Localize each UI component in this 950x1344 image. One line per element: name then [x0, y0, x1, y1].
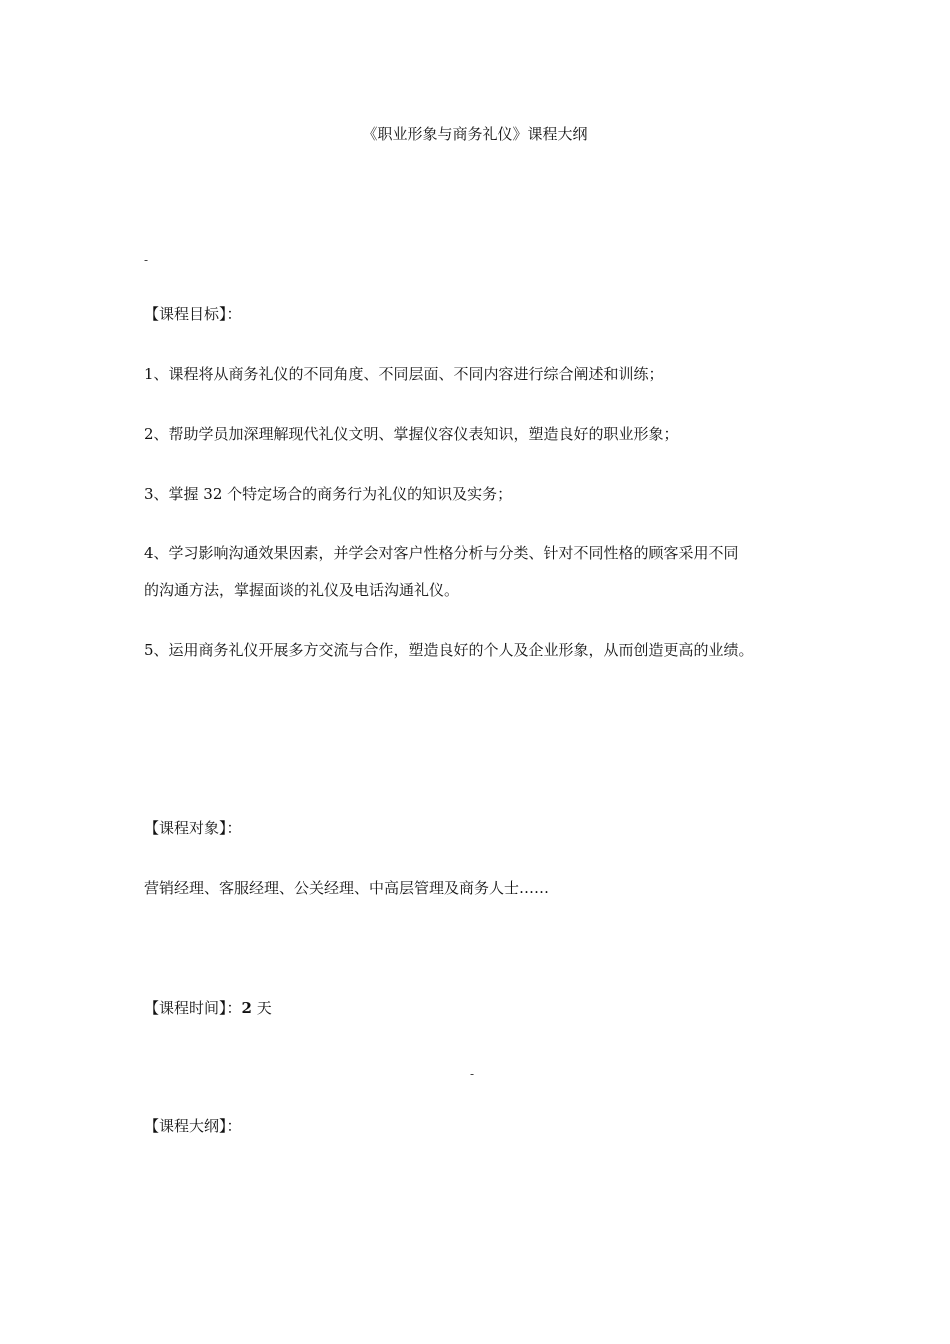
stray-mark-top: -: [144, 253, 149, 267]
duration-value: 2: [241, 999, 252, 1017]
audience-heading: 【课程对象】：: [144, 819, 242, 837]
duration-heading: 【课程时间】：: [144, 999, 242, 1017]
outline-heading: 【课程大纲】：: [144, 1117, 242, 1135]
duration-line: [144, 998, 272, 1018]
objectives-heading: 【课程目标】：: [144, 305, 242, 323]
objective-item-2: 2、帮助学员加深理解现代礼仪文明、掌握仪容仪表知识，塑造良好的职业形象；: [144, 425, 679, 443]
audience-text: 营销经理、客服经理、公关经理、中高层管理及商务人士……: [144, 879, 550, 897]
document-title: 《职业形象与商务礼仪》课程大纲: [362, 125, 588, 143]
objective-item-1: 1、课程将从商务礼仪的不同角度、不同层面、不同内容进行综合阐述和训练；: [144, 365, 664, 383]
objective-item-3: 3、掌握 32 个特定场合的商务行为礼仪的知识及实务；: [144, 485, 513, 503]
stray-mark-middle: -: [470, 1067, 475, 1081]
objective-item-4: 4、学习影响沟通效果因素，并学会对客户性格分析与分类、针对不同性格的顾客采用不同: [144, 544, 739, 562]
objective-item-5: 5、运用商务礼仪开展多方交流与合作，塑造良好的个人及企业形象，从而创造更高的业绩。: [144, 641, 754, 659]
duration-unit: 天: [256, 999, 272, 1017]
objective-item-4-continued: 的沟通方法，掌握面谈的礼仪及电话沟通礼仪。: [144, 581, 460, 599]
